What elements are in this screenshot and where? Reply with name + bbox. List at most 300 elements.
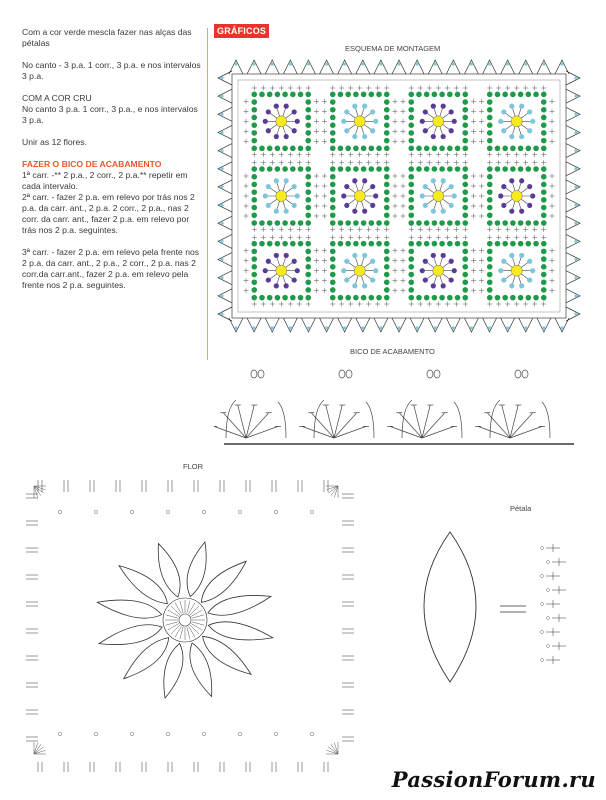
green-dot [251,115,257,121]
tooth-dot [574,258,577,261]
green-dot [541,249,547,255]
green-dot [305,92,311,98]
green-dot [541,220,547,226]
tooth [229,60,243,74]
tooth [356,60,370,74]
petal-dot [352,134,357,139]
corner-stitch [34,744,41,754]
green-dot [251,256,257,262]
instructions-column [22,27,202,291]
petal-dot [498,119,503,124]
green-dot [487,166,493,172]
chain-dot [310,510,314,514]
green-dot [282,92,288,98]
green-dot [533,295,539,301]
tooth-dot [574,312,577,315]
green-dot [384,174,390,180]
petal-dot [284,253,289,258]
chain-dot [541,547,544,550]
tooth [283,60,297,74]
green-dot [416,220,422,226]
flower-motif [322,86,398,158]
petal-dot [449,109,454,114]
tooth [537,60,551,74]
row2-text: - fazer 2 p.a. em relevo por trás nos 2 p.a. da carr. ant., 2 p.a. 2 corr., 2 p.a., nas 2 corr. da carr. ant., fazer 2 p.a. em relevo por trás nos 2 p.a. seguintes. [22,192,195,235]
tooth [566,271,580,285]
green-dot [408,130,414,136]
green-dot [462,295,468,301]
green-dot [408,197,414,203]
green-dot [298,146,304,152]
tooth [566,216,580,230]
tooth [446,60,460,74]
tooth-dot [452,326,455,329]
chain-dot [541,575,544,578]
petal-dot [266,203,271,208]
green-dot [533,92,539,98]
green-dot [541,272,547,278]
tooth-dot [574,276,577,279]
green-dot [330,92,336,98]
petal-dot [519,253,524,258]
green-dot [541,122,547,128]
green-dot [361,241,367,247]
tooth-dot [560,62,563,65]
flower-center [276,265,287,276]
row3-text: - fazer 2 p.a. em relevo pela frente nos 2 p.a. da carr. ant., 2 p.a., 2 corr., 2 p.a. nas 2 corr.da carr.ant., fazer 2 p.a. em relevo pela frente nos 2 p.a. seguintes. [22,247,200,290]
tooth-dot [574,222,577,225]
tooth-dot [220,185,223,188]
green-dot [282,241,288,247]
flower-center [433,191,444,202]
green-dot [361,295,367,301]
petal-dot [509,104,514,109]
petal-dot [341,119,346,124]
flower-motif [479,86,555,158]
green-dot [251,130,257,136]
chain-dot [130,732,134,736]
green-dot [338,166,344,172]
row3 [22,247,202,291]
tooth-dot [234,326,237,329]
corner-stitch [34,486,45,490]
petal-dot [344,184,349,189]
petal-dot [527,109,532,114]
petal-dot [263,268,268,273]
tooth [566,289,580,303]
green-dot [455,220,461,226]
petal-dot [344,259,349,264]
petal-dot [527,259,532,264]
petal-dot [274,134,279,139]
green-dot [290,166,296,172]
tooth-dot [397,62,400,65]
petal-dot [441,253,446,258]
green-dot [305,107,311,113]
petal-dot [370,109,375,114]
tooth [501,318,515,332]
green-dot [305,220,311,226]
petal-dot [344,128,349,133]
tooth-dot [307,62,310,65]
petal-dot [527,203,532,208]
green-dot [345,241,351,247]
petal-dot [362,104,367,109]
green-dot [408,272,414,278]
green-dot [518,146,524,152]
corner-stitch [327,750,338,754]
green-dot [502,295,508,301]
petal-dot [527,128,532,133]
tooth [566,307,580,321]
tooth-dot [574,131,577,134]
green-dot [495,220,501,226]
petal-dot [370,277,375,282]
green-dot [533,241,539,247]
green-dot [462,249,468,255]
petal-dot [441,209,446,214]
green-dot [251,182,257,188]
green-dot [338,146,344,152]
tooth-dot [220,76,223,79]
green-dot [439,166,445,172]
green-dot [290,146,296,152]
chain-dot [310,732,314,736]
petal-dot [362,178,367,183]
green-dot [369,220,375,226]
petal-dot [519,178,524,183]
edging-fan [299,370,374,438]
petal-dot [344,203,349,208]
tooth [392,318,406,332]
petal-stitches [541,544,567,664]
tooth-dot [325,62,328,65]
graficos-badge: GRÁFICOS [214,24,269,38]
green-dot [416,166,422,172]
green-dot [462,92,468,98]
green-dot [267,241,273,247]
green-dot [462,272,468,278]
green-dot [384,138,390,144]
green-dot [541,189,547,195]
green-dot [305,146,311,152]
green-dot [487,182,493,188]
green-dot [487,115,493,121]
tooth-dot [470,62,473,65]
tooth [229,318,243,332]
green-dot [282,146,288,152]
green-dot [462,197,468,203]
petal-dot [498,193,503,198]
tooth [218,234,232,248]
green-dot [541,174,547,180]
corner-stitch [34,750,45,754]
green-dot [462,138,468,144]
chain-dot [541,631,544,634]
petal-dot [501,184,506,189]
green-dot [408,92,414,98]
green-dot [495,241,501,247]
tooth [566,253,580,267]
green-dot [330,241,336,247]
tooth-dot [524,62,527,65]
tooth-dot [506,62,509,65]
chain-dot [547,617,550,620]
green-dot [384,166,390,172]
edging-caption: BICO DE ACABAMENTO [350,347,435,356]
green-dot [408,174,414,180]
tooth [566,198,580,212]
green-dot [384,279,390,285]
green-dot [462,256,468,262]
corner-stitch [34,743,38,754]
green-dot [424,220,430,226]
green-dot [251,107,257,113]
green-dot [305,122,311,128]
green-dot [487,220,493,226]
petal-dot [431,253,436,258]
green-dot [376,295,382,301]
green-dot [338,241,344,247]
green-dot [541,146,547,152]
petal-dot [370,184,375,189]
green-dot [282,295,288,301]
chain-dot [94,732,98,736]
petal-dot [352,178,357,183]
green-dot [408,287,414,293]
tooth-dot [220,113,223,116]
tooth-dot [488,326,491,329]
tooth [555,318,569,332]
tooth-dot [488,62,491,65]
green-dot [502,92,508,98]
tooth [566,71,580,85]
green-dot [424,241,430,247]
tooth-dot [434,62,437,65]
tooth-dot [379,326,382,329]
tooth [555,60,569,74]
green-dot [275,92,281,98]
green-dot [251,174,257,180]
petal-dot [519,283,524,288]
green-dot [408,182,414,188]
flower-petal [187,542,206,597]
green-dot [447,92,453,98]
green-dot [462,122,468,128]
green-dot [290,241,296,247]
green-dot [330,122,336,128]
green-dot [408,99,414,105]
green-dot [305,138,311,144]
petal-dot [274,209,279,214]
green-dot [447,166,453,172]
petal-dot [370,203,375,208]
green-dot [353,241,359,247]
green-dot [251,287,257,293]
green-dot [462,166,468,172]
petal-dot [373,193,378,198]
green-dot [384,256,390,262]
green-dot [541,256,547,262]
petal-dot [441,134,446,139]
green-dot [518,295,524,301]
green-dot [462,287,468,293]
petal-dot [373,268,378,273]
flower-diagram [20,472,360,772]
green-dot [495,146,501,152]
green-dot [251,205,257,211]
chain-dot [541,603,544,606]
green-dot [259,92,265,98]
green-dot [251,241,257,247]
green-dot [487,212,493,218]
green-dot [447,295,453,301]
green-dot [330,279,336,285]
tooth [501,60,515,74]
green-dot [487,264,493,270]
green-dot [305,166,311,172]
green-dot [541,241,547,247]
green-dot [290,220,296,226]
petal-dot [373,119,378,124]
corner-stitch [34,747,44,754]
green-dot [259,295,265,301]
green-dot [462,130,468,136]
green-dot [384,287,390,293]
green-dot [408,241,414,247]
green-dot [432,241,438,247]
flower-petal [158,544,180,597]
petal-dot [501,277,506,282]
green-dot [305,115,311,121]
green-dot [541,205,547,211]
green-dot [305,189,311,195]
green-dot [330,197,336,203]
chain-dot [130,510,134,514]
petal-dot [284,209,289,214]
tooth-dot [361,62,364,65]
petal-dot [295,119,300,124]
green-dot [462,189,468,195]
green-dot [526,92,532,98]
flower-motif [401,235,477,307]
chain-loop [515,370,521,378]
tooth-dot [220,258,223,261]
flower-center [511,116,522,127]
flower-motif [322,160,398,232]
green-dot [439,220,445,226]
chain-dot [274,510,278,514]
petal-dot [292,109,297,114]
green-dot [510,146,516,152]
green-dot [330,264,336,270]
green-dot [541,92,547,98]
green-dot [330,272,336,278]
green-dot [518,241,524,247]
petal-dot [274,104,279,109]
tooth-dot [542,326,545,329]
petal-dot [519,209,524,214]
green-dot [259,166,265,172]
tooth-dot [574,167,577,170]
tooth-dot [524,326,527,329]
green-dot [384,189,390,195]
petal-dot [423,277,428,282]
green-dot [541,295,547,301]
green-dot [384,107,390,113]
green-dot [487,205,493,211]
petal-caption: Pétala [510,504,532,513]
green-dot [330,146,336,152]
tooth-dot [253,326,256,329]
row1-text: -** 2 p.a., 2 corr., 2 p.a.** repetir em cada intervalo. [22,170,188,191]
tooth [218,162,232,176]
petal-dot [292,184,297,189]
corner-stitch [331,486,338,496]
petal-dot [284,283,289,288]
green-dot [462,99,468,105]
green-dot [298,92,304,98]
petal-dot [295,268,300,273]
green-dot [369,146,375,152]
green-dot [384,264,390,270]
green-dot [345,295,351,301]
green-dot [408,166,414,172]
tooth-dot [220,312,223,315]
green-dot [384,212,390,218]
petal-dot [370,128,375,133]
green-dot [330,115,336,121]
edging-fan [387,370,462,438]
chain-loop [346,370,352,378]
tooth-dot [253,62,256,65]
flower-motif [244,160,320,232]
tooth-dot [234,62,237,65]
petal-dot [423,203,428,208]
green-dot [408,279,414,285]
green-dot [369,241,375,247]
cru-title: COM A COR CRU [22,93,92,103]
green-dot [416,92,422,98]
green-dot [487,107,493,113]
green-dot [282,220,288,226]
green-dot [487,279,493,285]
green-dot [376,241,382,247]
tooth-dot [574,76,577,79]
green-dot [541,166,547,172]
intro-text: Com a cor verde mescla fazer nas alças das pétalas [22,27,192,48]
green-dot [267,92,273,98]
green-dot [526,295,532,301]
green-dot [408,205,414,211]
petal-dot [431,104,436,109]
green-dot [447,241,453,247]
chain-loop [434,370,440,378]
corner-stitch [328,747,338,754]
green-dot [251,279,257,285]
green-dot [305,279,311,285]
tooth [218,216,232,230]
petal-dot [274,253,279,258]
green-dot [376,146,382,152]
chain-loop [258,370,264,378]
green-dot [487,99,493,105]
green-dot [251,146,257,152]
green-dot [424,295,430,301]
assembly-caption: ESQUEMA DE MONTAGEM [345,44,441,53]
green-dot [416,146,422,152]
green-dot [345,92,351,98]
